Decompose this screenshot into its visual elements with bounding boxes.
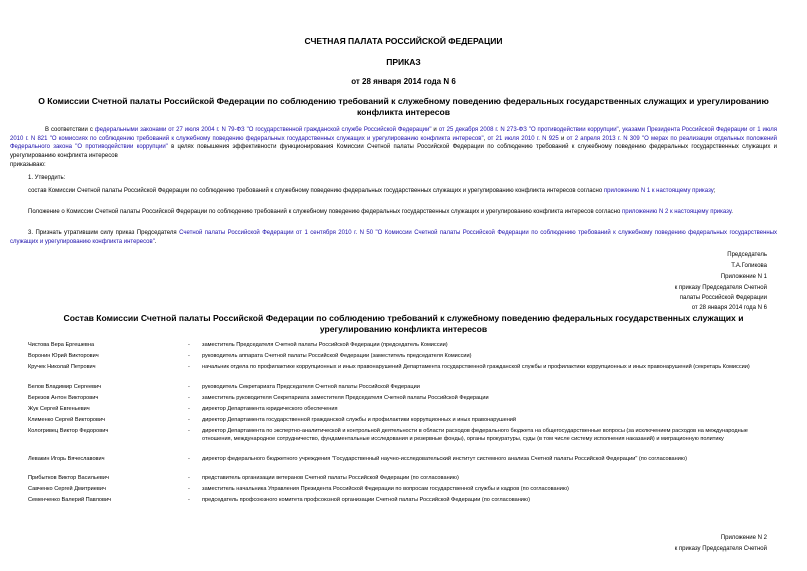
document-title: О Комиссии Счетной палаты Российской Федерации по соблюдению требований к служебному поведению федеральных государственных служащих и урегулированию конфликта интересов	[38, 96, 769, 117]
member-dash: -	[188, 395, 190, 401]
member-dash: -	[188, 486, 190, 492]
appendix-1-title: Состав Комиссии Счетной палаты Российской Федерации по соблюдению требований к служебному поведению федеральных государственных служащих и урегулированию конфликта интересов	[63, 313, 744, 334]
member-position: представитель организации ветеранов Счетной палаты Российской Федерации (по согласованию)	[202, 475, 459, 481]
member-position: руководитель аппарата Счетной палаты Российской Федерации (заместитель председателя Комиссии)	[202, 353, 472, 359]
signature-position: Председатель	[727, 252, 767, 258]
member-dash: -	[188, 497, 190, 503]
member-dash: -	[188, 475, 190, 481]
member-dash: -	[188, 342, 190, 348]
member-position: директор Департамента юридического обеспечения	[202, 406, 338, 412]
member-position: руководитель Секретариата Председателя Счетной палаты Российской Федерации	[202, 384, 420, 390]
preamble-text: и	[558, 135, 567, 142]
member-position: директор Департамента государственной гражданской службы и профилактики коррупционных и иных правонарушений	[202, 417, 517, 423]
link-federal-laws[interactable]: федеральными законами от 27 июля 2004 г. N 79-ФЗ "О государственной гражданской службе Российской Федерации"	[94, 127, 432, 133]
member-position: заместитель руководителя Секретариата заместителя Председателя Счетной палаты Российской Федерации	[202, 395, 489, 401]
preamble-paragraph	[10, 126, 777, 160]
link-law-273[interactable]: от 25 декабря 2008 г. N 273-ФЗ "О противодействии коррупции"	[438, 127, 619, 133]
appendix-1-line: от 28 января 2014 года N 6	[691, 305, 767, 311]
link-appendix-1[interactable]: приложению N 1 к настоящему приказу	[603, 188, 714, 194]
member-dash: -	[188, 406, 190, 412]
member-name: Белов Владимир Сергеевич	[28, 384, 102, 390]
appendix-1-line: к приказу Председателя Счетной	[674, 285, 767, 291]
member-name: Левакин Игорь Вячеславович	[28, 456, 105, 462]
member-name: Семенченко Валерий Павлович	[28, 497, 112, 503]
link-appendix-2[interactable]: приложению N 2 к настоящему приказу	[621, 209, 732, 215]
member-name: Кручек Николай Петрович	[28, 364, 96, 370]
member-name: Кологривец Виктор Федорович	[28, 428, 109, 434]
link-order-50[interactable]: Счетной палаты Российской Федерации от 1 сентября 2010 г. N 50 "О Комиссии Счетной палаты Российской Федерации по соблюдению требований к служебному поведению федеральных государственных служащих и урегулированию конфликта интересов"	[10, 230, 778, 245]
member-name: Клименко Сергей Викторович	[28, 417, 106, 423]
member-name: Савченко Сергей Дмитриевич	[28, 486, 106, 492]
member-dash: -	[188, 428, 190, 434]
link-decree-821[interactable]: указами Президента Российской Федерации от 1 июля 2010 г. N 821 "О комиссиях по соблюдению требований к служебному поведению федеральных государственных служащих и урегулированию конфликта интересов"	[10, 127, 777, 142]
member-position: начальник отдела по профилактике коррупционных и иных правонарушений Департамента государственной гражданской службы и профилактики коррупционных и иных правонарушений (секретарь Комиссии)	[202, 364, 750, 370]
item-1b	[10, 208, 777, 217]
document-type: ПРИКАЗ	[386, 57, 421, 67]
member-dash: -	[188, 456, 190, 462]
item-text: Положение о Комиссии Счетной палаты Российской Федерации по соблюдению требований к служебному поведению федеральных государственных служащих и урегулированию конфликта интересов согласно	[28, 209, 622, 215]
appendix-1-line: палаты Российской Федерации	[679, 295, 767, 301]
appendix-2-line: к приказу Председателя Счетной	[674, 546, 767, 552]
member-name: Чистова Вера Ергешевна	[28, 342, 95, 348]
order-word: приказываю:	[10, 162, 46, 168]
member-dash: -	[188, 384, 190, 390]
item-text: 3. Признать утратившим силу приказ Председателя	[28, 230, 180, 236]
appendix-1-label: Приложение N 1	[720, 274, 767, 280]
preamble-text: ,	[483, 135, 488, 142]
member-position: директор федерального бюджетного учреждения "Государственный научно-исследовательский институт системного анализа Счетной палаты Российской Федерации" (по согласованию)	[202, 456, 687, 462]
member-name: Прибытков Виктор Васильевич	[28, 475, 109, 481]
member-position: директор Департамента по экспертно-аналитической и контрольной деятельности в области расходов федерального бюджета на общегосударственные вопросы (за исключением расходов на международные отношения, международное сотрудничество, фундаментальные исследования и резервные фонды), органы прокуратуры, суды (в том числе систему исполнения наказаний) и миграционную политику	[202, 428, 748, 442]
link-decree-309[interactable]: от 2 апреля 2013 г. N 309 "О мерах по реализации отдельных положений Федерального закона "О противодействии коррупции"	[10, 135, 777, 151]
preamble-text: В соответствии с	[45, 127, 95, 133]
organization-name: СЧЕТНАЯ ПАЛАТА РОССИЙСКОЙ ФЕДЕРАЦИИ	[304, 36, 503, 46]
member-position: заместитель начальника Управления Президента Российской Федерации по вопросам государственной службы и кадров (по согласованию)	[202, 486, 569, 492]
item-text: .	[731, 209, 733, 215]
member-name: Березов Антон Викторович	[28, 395, 99, 401]
member-dash: -	[188, 417, 190, 423]
member-dash: -	[188, 364, 190, 370]
item-1: 1. Утвердить:	[28, 175, 66, 181]
member-name: Воронин Юрий Викторович	[28, 353, 99, 359]
item-text: ;	[713, 188, 716, 194]
member-name: Жук Сергей Евгеньевич	[28, 406, 90, 412]
preamble-text: в целях повышения эффективности функционирования Комиссии Счетной палаты Российской Федерации по соблюдению требований к служебному поведению федеральных государственных служащих и урегулированию конфликта интересов	[10, 144, 777, 159]
item-text: состав Комиссии Счетной палаты Российской Федерации по соблюдению требований к служебному поведению федеральных государственных служащих и урегулированию конфликта интересов согласно	[28, 188, 604, 194]
item-text: .	[154, 238, 157, 245]
member-position: заместитель Председателя Счетной палаты Российской Федерации (председатель Комиссии)	[202, 342, 448, 348]
item-3	[10, 229, 777, 246]
preamble-text: и	[431, 127, 439, 133]
appendix-2-label: Приложение N 2	[720, 535, 767, 541]
link-decree-925[interactable]: от 21 июля 2010 г. N 925	[487, 135, 559, 142]
item-1a	[10, 187, 777, 196]
signature-name: Т.А.Голикова	[731, 263, 767, 269]
member-dash: -	[188, 353, 190, 359]
member-position: председатель профсоюзного комитета профсоюзной организации Счетной палаты Российской Федерации (по согласованию)	[202, 497, 530, 503]
document-date-number: от 28 января 2014 года N 6	[351, 77, 456, 86]
preamble-text: ,	[618, 127, 623, 133]
